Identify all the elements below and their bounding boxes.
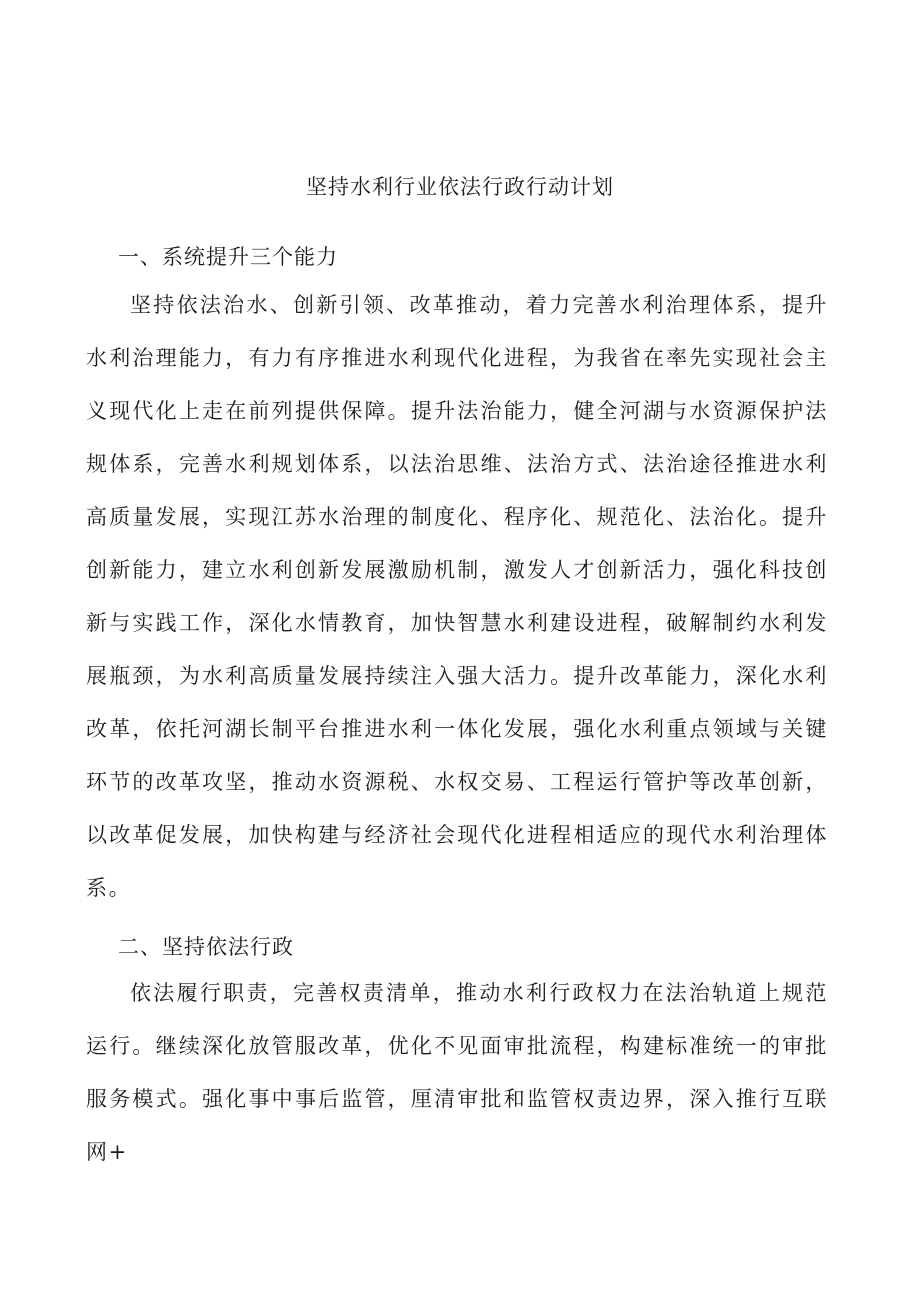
section-paragraph-1: 坚持依法治水、创新引领、改革推动，着力完善水利治理体系，提升水利治理能力，有力有序推进水利现代化进程，为我省在率先实现社会主义现代化上走在前列提供保障。提升法治能力，健全河湖与水资源保护法规体系，完善水利规划体系，以法治思维、法治方式、法治途径推进水利高质量发展，实现江苏水治理的制度化、程序化、规范化、法治化。提升创新能力，建立水利创新发展激励机制，激发人才创新活力，强化科技创新与实践工作，深化水情教育，加快智慧水利建设进程，破解制约水利发展瓶颈，为水利高质量发展持续注入强大活力。提升改革能力，深化水利改革，依托河湖长制平台推进水利一体化发展，强化水利重点领域与关键环节的改革攻坚，推动水资源税、水权交易、工程运行管护等改革创新，以改革促发展，加快构建与经济社会现代化进程相适应的现代水利治理体系。: [86, 293, 828, 900]
section-heading-2: 二、坚持依法行政: [118, 935, 294, 959]
section-paragraph-2: 依法履行职责，完善权责清单，推动水利行政权力在法治轨道上规范运行。继续深化放管服改革，优化不见面审批流程，构建标准统一的审批服务模式。强化事中事后监管，厘清审批和监管权责边界，深入推行互联网+: [86, 981, 828, 1164]
document-title: 坚持水利行业依法行政行动计划: [306, 175, 614, 199]
section-heading-1: 一、系统提升三个能力: [118, 245, 338, 269]
